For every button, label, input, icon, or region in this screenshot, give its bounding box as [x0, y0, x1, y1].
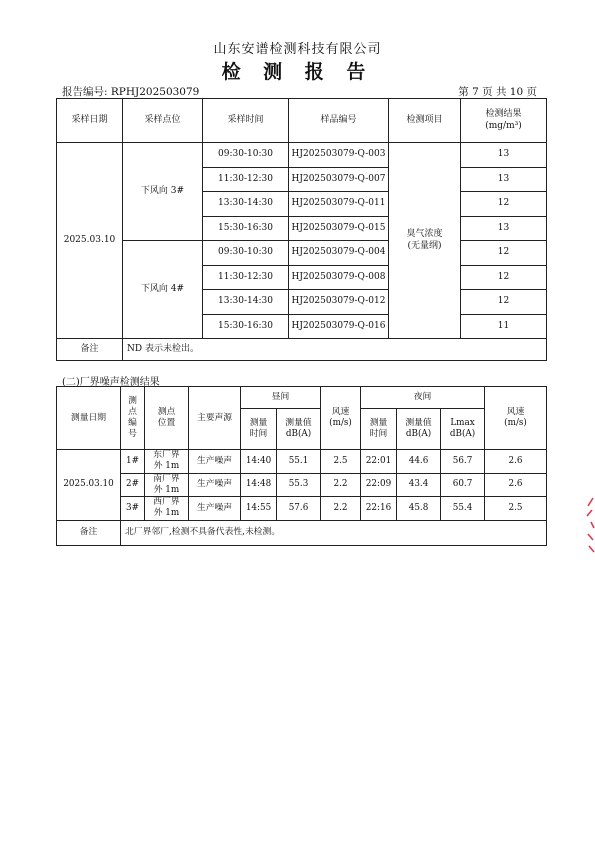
- noise-source: 生产噪声: [189, 497, 241, 521]
- table-header-row: [57, 99, 547, 143]
- day-value: 55.3: [277, 473, 321, 497]
- day-time: 14:48: [241, 473, 277, 497]
- sampling-date: 2025.03.10: [57, 143, 123, 339]
- header-cell: 样品编号: [289, 99, 389, 143]
- company-name: 山东安谱检测科技有限公司: [213, 42, 382, 57]
- sample-id: HJ202503079-Q-012: [289, 290, 389, 315]
- noise-source: 生产噪声: [189, 473, 241, 497]
- night-value: 44.6: [397, 450, 441, 474]
- sampling-time: 15:30-16:30: [203, 314, 289, 339]
- noise-source: 生产噪声: [189, 450, 241, 474]
- header-cell: 测量值 dB(A): [277, 409, 321, 450]
- header-cell: 检测项目: [389, 99, 461, 143]
- report-number-value: RPHJ202503079: [110, 86, 200, 98]
- header-cell: 测量 时间: [241, 409, 277, 450]
- sampling-time: 13:30-14:30: [203, 290, 289, 315]
- day-wind: 2.2: [321, 473, 361, 497]
- notes-label: 备注: [57, 339, 123, 361]
- table-row: [57, 450, 547, 474]
- night-wind: 2.6: [485, 450, 547, 474]
- header-cell: 检测结果 (mg/m³): [461, 99, 547, 143]
- sample-id: HJ202503079-Q-015: [289, 216, 389, 241]
- point-number: 2#: [121, 473, 145, 497]
- sampling-time: 13:30-14:30: [203, 192, 289, 217]
- result-value: 13: [461, 216, 547, 241]
- header-cell: 夜间: [361, 387, 485, 409]
- night-wind: 2.5: [485, 497, 547, 521]
- sample-id: HJ202503079-Q-011: [289, 192, 389, 217]
- result-value: 11: [461, 314, 547, 339]
- header-cell: 昼间: [241, 387, 321, 409]
- point-number: 1#: [121, 450, 145, 474]
- header-cell: 风速 (m/s): [321, 387, 361, 450]
- point-location: 西厂界 外 1m: [145, 497, 189, 521]
- seal-stamp-fragment: [585, 496, 595, 556]
- sample-id: HJ202503079-Q-004: [289, 241, 389, 266]
- point-location: 东厂界 外 1m: [145, 450, 189, 474]
- table-row: [57, 241, 547, 266]
- header-cell: 测 点 编 号: [121, 387, 145, 450]
- night-lmax: 56.7: [441, 450, 485, 474]
- day-time: 14:55: [241, 497, 277, 521]
- sample-id: HJ202503079-Q-016: [289, 314, 389, 339]
- notes-text: 北厂界邻厂,检测不具备代表性,未检测。: [121, 520, 547, 545]
- result-value: 12: [461, 192, 547, 217]
- sample-id: HJ202503079-Q-007: [289, 167, 389, 192]
- night-value: 45.8: [397, 497, 441, 521]
- report-number: [62, 84, 199, 99]
- night-lmax: 55.4: [441, 497, 485, 521]
- table-row: [57, 143, 547, 168]
- header-cell: 测量值 dB(A): [397, 409, 441, 450]
- point-number: 3#: [121, 497, 145, 521]
- night-value: 43.4: [397, 473, 441, 497]
- night-time: 22:09: [361, 473, 397, 497]
- day-value: 55.1: [277, 450, 321, 474]
- header-cell: 采样点位: [123, 99, 203, 143]
- header-cell: 测量 时间: [361, 409, 397, 450]
- notes-text: ND 表示未检出。: [123, 339, 547, 361]
- section-title: (二)厂界噪声检测结果: [62, 377, 160, 388]
- sampling-time: 11:30-12:30: [203, 167, 289, 192]
- notes-label: 备注: [57, 520, 121, 545]
- sampling-location: 下风向 3#: [123, 143, 203, 241]
- sampling-time: 11:30-12:30: [203, 265, 289, 290]
- header-cell: 主要声源: [189, 387, 241, 450]
- table-row: [57, 497, 547, 521]
- header-cell: 测点 位置: [145, 387, 189, 450]
- page-info: 第 7 页 共 10 页: [458, 86, 537, 98]
- table-header-row: [57, 387, 547, 409]
- notes-row: [57, 520, 547, 545]
- result-value: 12: [461, 265, 547, 290]
- header-cell: 风速 (m/s): [485, 387, 547, 450]
- day-wind: 2.5: [321, 450, 361, 474]
- test-item: 臭气浓度 (无量纲): [389, 143, 461, 339]
- table-row: [57, 473, 547, 497]
- sample-id: HJ202503079-Q-003: [289, 143, 389, 168]
- header-cell: Lmax dB(A): [441, 409, 485, 450]
- day-time: 14:40: [241, 450, 277, 474]
- result-value: 12: [461, 241, 547, 266]
- sampling-time: 15:30-16:30: [203, 216, 289, 241]
- report-title: 检 测 报 告: [221, 61, 374, 83]
- night-wind: 2.6: [485, 473, 547, 497]
- sampling-location: 下风向 4#: [123, 241, 203, 339]
- notes-row: [57, 339, 547, 361]
- day-value: 57.6: [277, 497, 321, 521]
- sample-id: HJ202503079-Q-008: [289, 265, 389, 290]
- report-number-label: 报告编号:: [62, 86, 108, 98]
- night-time: 22:16: [361, 497, 397, 521]
- result-value: 12: [461, 290, 547, 315]
- odor-results-table: [56, 98, 547, 361]
- day-wind: 2.2: [321, 497, 361, 521]
- header-cell: 采样时间: [203, 99, 289, 143]
- result-value: 13: [461, 143, 547, 168]
- noise-results-table: [56, 386, 547, 546]
- sampling-time: 09:30-10:30: [203, 143, 289, 168]
- night-lmax: 60.7: [441, 473, 485, 497]
- night-time: 22:01: [361, 450, 397, 474]
- header-cell: 采样日期: [57, 99, 123, 143]
- header-cell: 测量日期: [57, 387, 121, 450]
- sampling-time: 09:30-10:30: [203, 241, 289, 266]
- point-location: 南厂界 外 1m: [145, 473, 189, 497]
- result-value: 13: [461, 167, 547, 192]
- measure-date: 2025.03.10: [57, 450, 121, 521]
